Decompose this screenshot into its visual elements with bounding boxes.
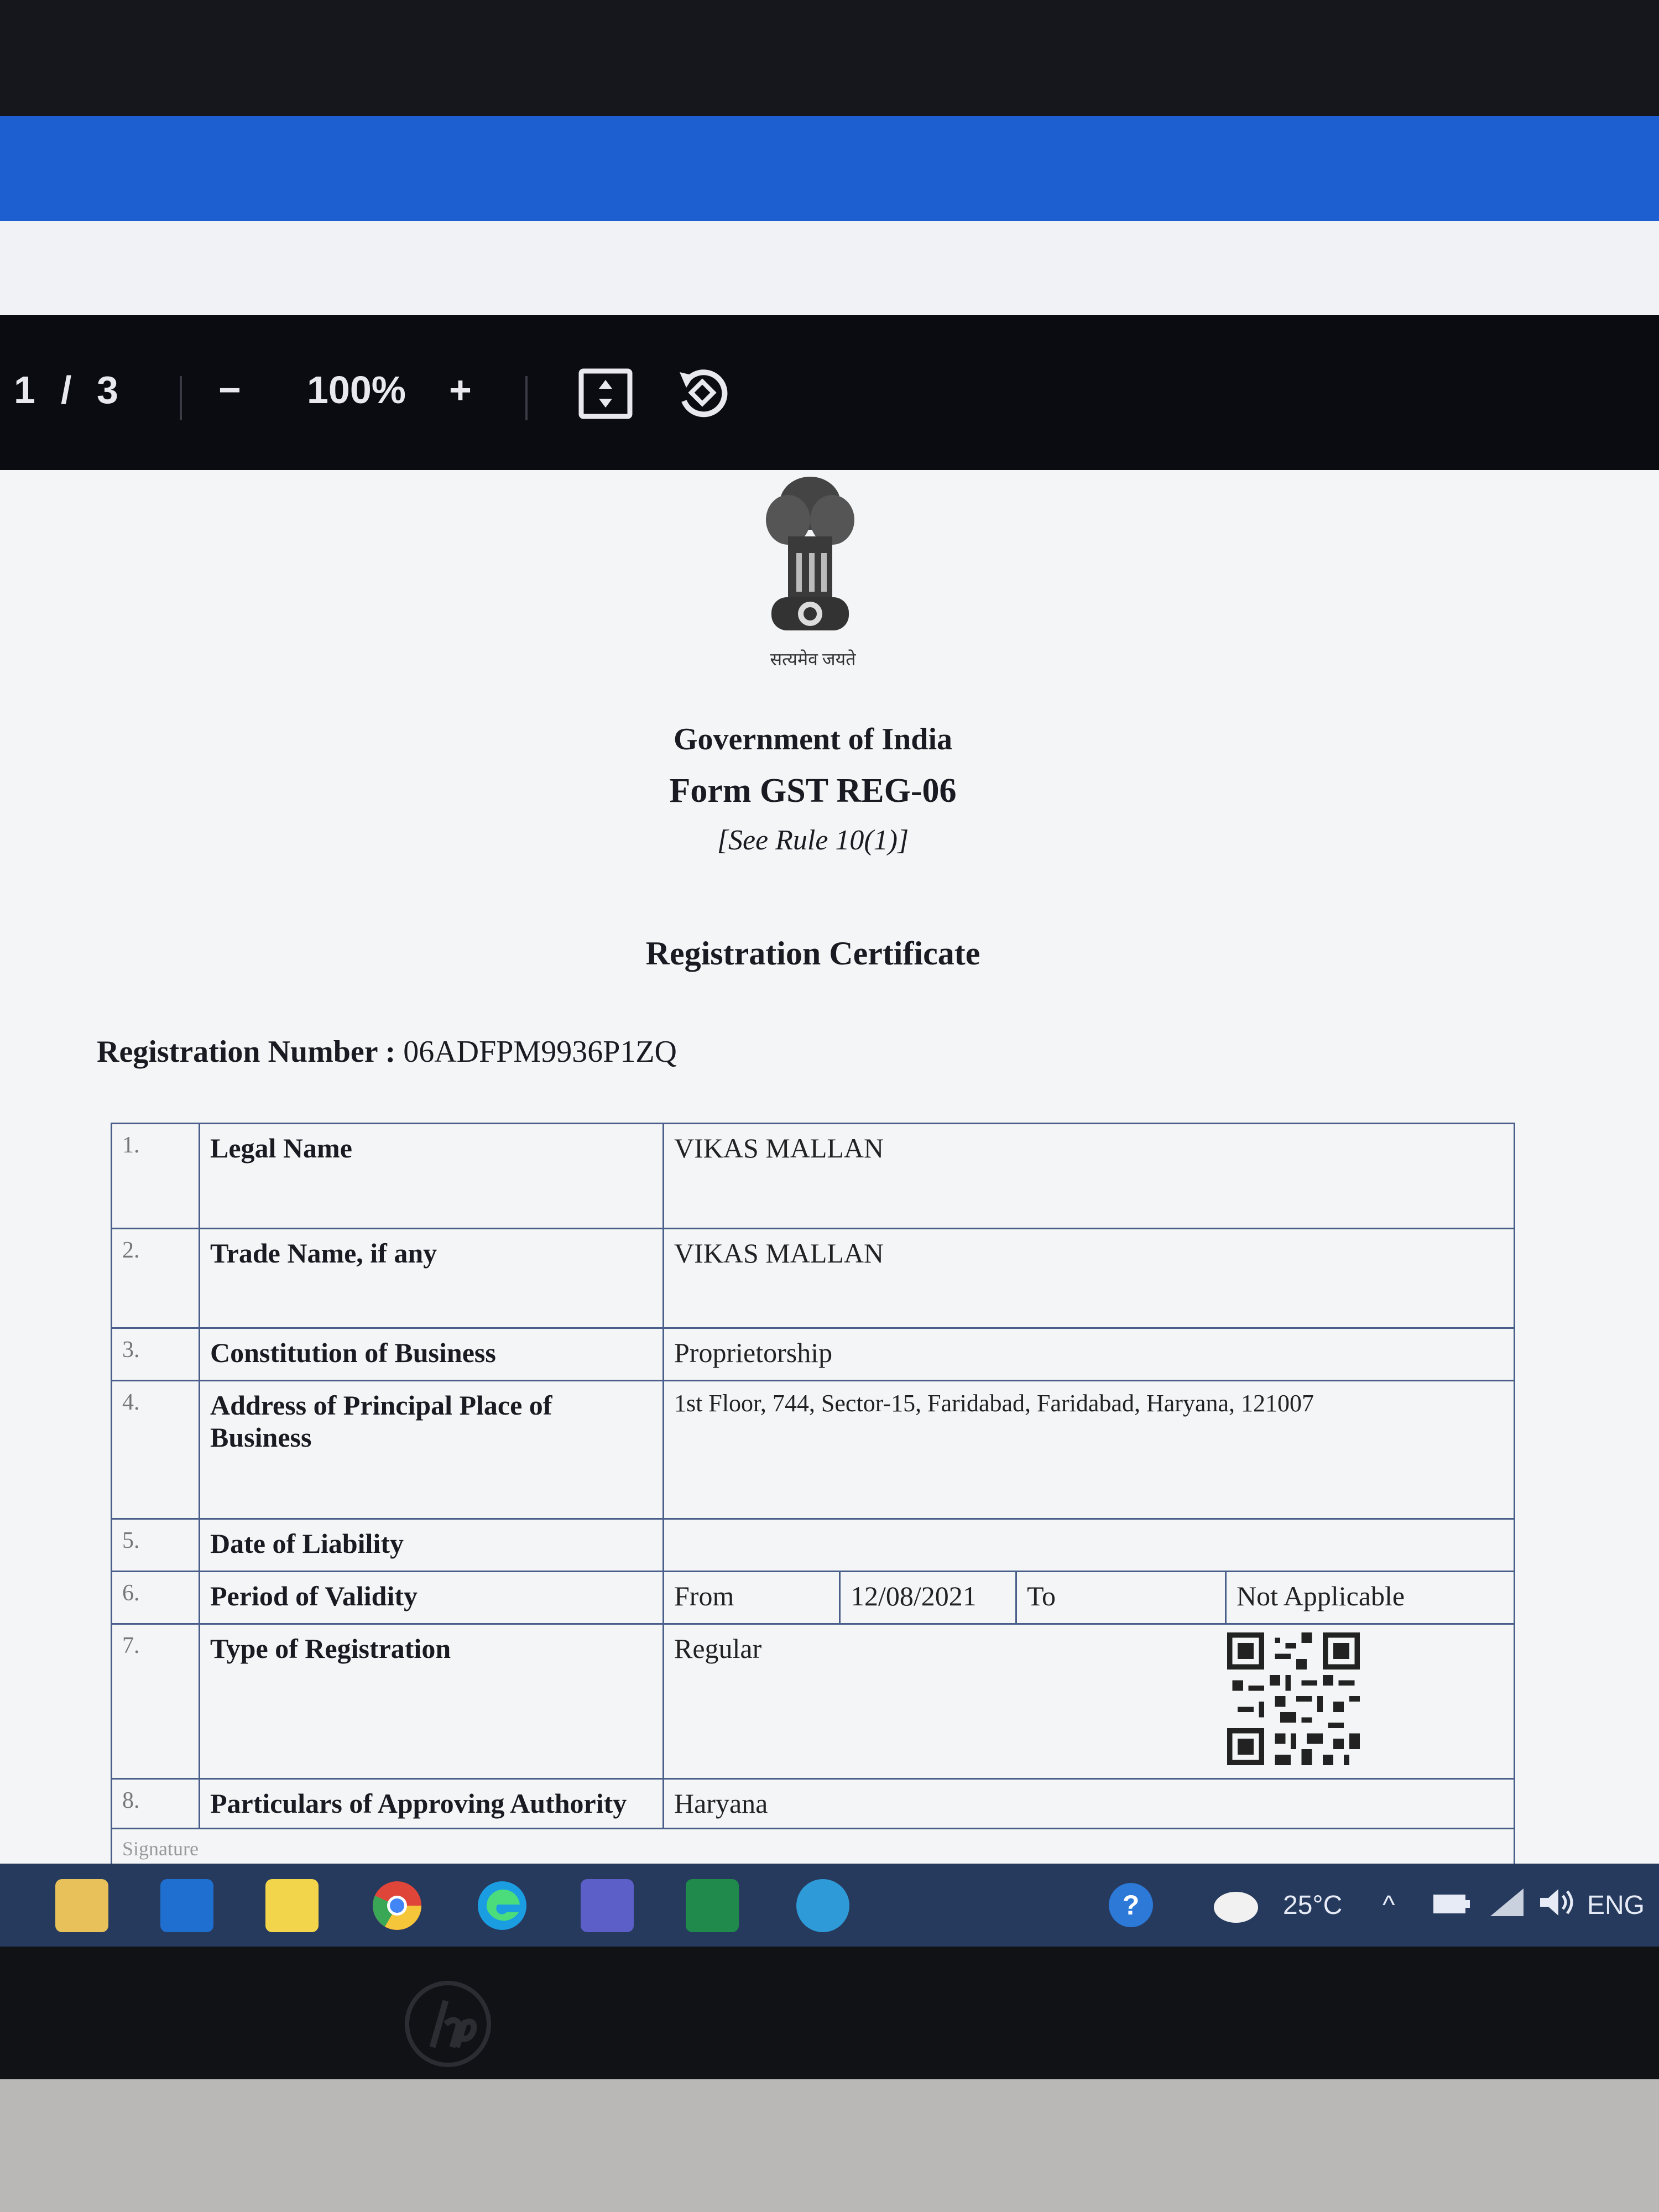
page-current[interactable]: 1 (14, 368, 35, 411)
window-title-bar (0, 116, 1659, 221)
rule-reference: [See Rule 10(1)] (717, 825, 909, 856)
legal-name-value: VIKAS MALLAN (664, 1124, 1515, 1229)
svg-text:?: ? (1122, 1890, 1140, 1921)
registration-number: 06ADFPM9936P1ZQ (403, 1035, 677, 1069)
file-explorer-icon[interactable] (55, 1879, 108, 1932)
zoom-out-button[interactable]: − (218, 368, 241, 411)
national-emblem-icon (744, 470, 877, 669)
outlook-icon[interactable] (160, 1879, 213, 1932)
validity-to-value: Not Applicable (1226, 1572, 1515, 1624)
edge-icon[interactable] (476, 1879, 529, 1932)
table-row (112, 1519, 1515, 1572)
browser-bar (0, 221, 1659, 315)
row-label: Trade Name, if any (200, 1229, 664, 1328)
address-value: 1st Floor, 744, Sector-15, Faridabad, Faridabad, Haryana, 121007 (664, 1381, 1515, 1519)
table-row (112, 1229, 1515, 1328)
validity-to-label: To (1016, 1572, 1226, 1624)
trade-name-value: VIKAS MALLAN (664, 1229, 1515, 1328)
maps-icon[interactable] (796, 1879, 849, 1932)
row-number: 4. (112, 1381, 200, 1519)
table-row (112, 1381, 1515, 1519)
chevron-up-icon[interactable]: ^ (1383, 1891, 1395, 1920)
table-row (112, 1829, 1515, 1864)
hp-logo-icon (404, 1980, 492, 2068)
weather-icon (1211, 1883, 1261, 1927)
toolbar-divider (525, 376, 528, 420)
row-number: 5. (112, 1519, 200, 1572)
certificate-table (111, 1123, 1515, 1864)
row-label: Address of Principal Place of Business (200, 1381, 664, 1519)
laptop-chassis (0, 2079, 1659, 2212)
zoom-level[interactable]: 100% (307, 368, 406, 411)
excel-icon[interactable] (686, 1879, 739, 1932)
row-label: Period of Validity (200, 1572, 664, 1624)
row-label: Date of Liability (200, 1519, 664, 1572)
registration-number-label: Registration Number : (97, 1035, 396, 1069)
row-label: Constitution of Business (200, 1328, 664, 1381)
sticky-notes-icon[interactable] (265, 1879, 319, 1932)
registration-type-value: Regular (674, 1633, 762, 1664)
teams-icon[interactable] (581, 1879, 634, 1932)
speaker-icon[interactable] (1537, 1886, 1576, 1919)
approving-authority-value: Haryana (664, 1779, 1515, 1829)
page-total: 3 (97, 368, 118, 411)
language-indicator[interactable]: ENG (1587, 1891, 1645, 1920)
registration-type-cell (664, 1624, 1515, 1779)
weather-temperature[interactable]: 25°C (1283, 1891, 1343, 1920)
validity-from-label: From (664, 1572, 840, 1624)
laptop-bezel-top (0, 0, 1659, 116)
date-of-liability-value (664, 1519, 1515, 1572)
row-number: 8. (112, 1779, 200, 1829)
row-label: Legal Name (200, 1124, 664, 1229)
table-row (112, 1779, 1515, 1829)
registration-number-line (97, 1034, 677, 1070)
validity-from-value: 12/08/2021 (840, 1572, 1016, 1624)
wifi-icon[interactable] (1488, 1886, 1526, 1919)
doc-heading: Government of India (674, 722, 952, 757)
qr-code-icon (1227, 1632, 1360, 1765)
page-separator: / (61, 368, 72, 411)
row-label: Type of Registration (200, 1624, 664, 1779)
pdf-page (0, 470, 1659, 1864)
rotate-icon[interactable] (672, 362, 733, 423)
fit-page-icon[interactable] (578, 368, 633, 420)
toolbar-divider (180, 376, 182, 420)
chrome-icon[interactable] (371, 1879, 424, 1932)
table-row (112, 1328, 1515, 1381)
battery-icon[interactable] (1432, 1890, 1471, 1918)
row-label: Particulars of Approving Authority (200, 1779, 664, 1829)
table-row (112, 1572, 1515, 1624)
constitution-value: Proprietorship (664, 1328, 1515, 1381)
table-row (112, 1124, 1515, 1229)
row-number: 2. (112, 1229, 200, 1328)
row-number: 1. (112, 1124, 200, 1229)
form-title: Form GST REG-06 (669, 772, 957, 810)
row-number: 3. (112, 1328, 200, 1381)
signature-label: Signature (112, 1829, 1515, 1864)
windows-taskbar (0, 1864, 1659, 1947)
row-number: 7. (112, 1624, 200, 1779)
row-number: 6. (112, 1572, 200, 1624)
help-icon[interactable] (1106, 1880, 1156, 1930)
emblem-caption: सत्यमेव जयते (770, 649, 856, 669)
table-row (112, 1624, 1515, 1779)
certificate-title: Registration Certificate (645, 935, 980, 972)
zoom-in-button[interactable]: + (449, 368, 472, 411)
pdf-toolbar (0, 315, 1659, 470)
